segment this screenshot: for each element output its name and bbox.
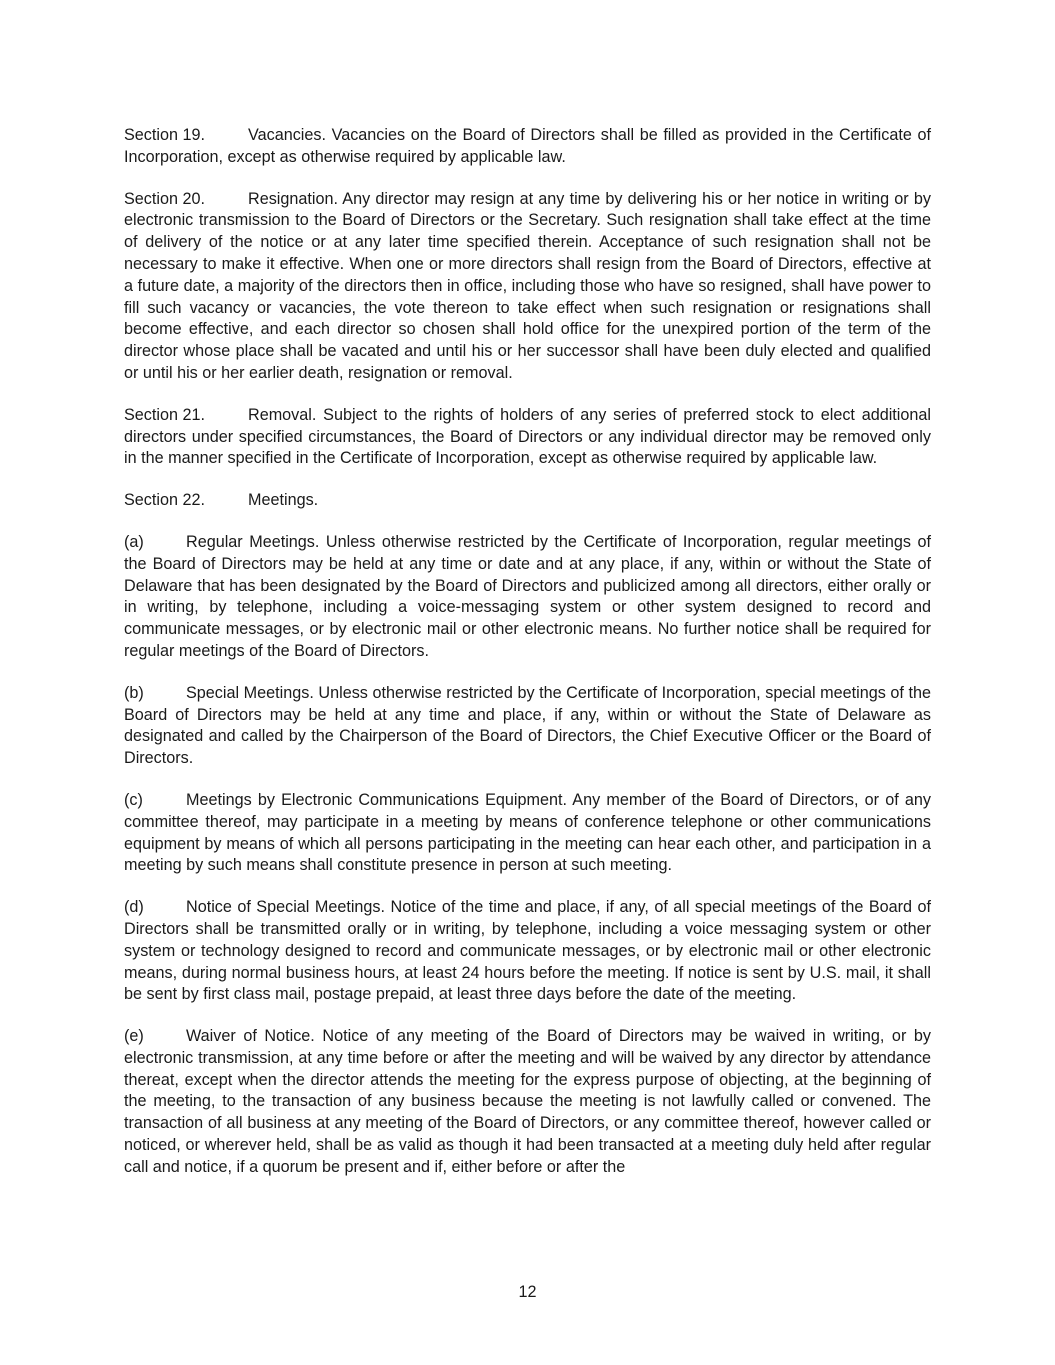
document-body: [124, 125, 931, 1199]
subsection-text: Unless otherwise restricted by the Certificate of Incorporation, special meetings of the Board of Directors may be held at any time and place, if any, within or without the State of Delaware as designated and called by the Chairperson of the Board of Directors, the Chief Executive Officer or the Board of Directors.: [124, 683, 931, 768]
subsection-c: [124, 790, 931, 877]
subsection-text: Any member of the Board of Directors, or of any committee thereof, may participate in a meeting by means of conference telephone or other communications equipment by means of which all persons participating in the meeting can hear each other, and participation in a meeting by such means shall constitute presence in person at such meeting.: [124, 790, 932, 875]
section-title: Vacancies.: [248, 126, 326, 144]
subsection-b: [124, 683, 931, 770]
subsection-label: (d): [124, 898, 144, 917]
subsection-text: Unless otherwise restricted by the Certificate of Incorporation, regular meetings of the Board of Directors may be held at any time or date and at any place, if any, within or without the State of Delaware that has been designated by the Board of Directors and publicized among all directors, either orally or in writing, by telephone, including a voice-messaging system or other system designed to record and communicate messages, or by electronic mail or other electronic means. No further notice shall be required for regular meetings of the Board of Directors.: [124, 532, 931, 660]
section-text: Any director may resign at any time by delivering his or her notice in writing or by electronic transmission to the Board of Directors or the Secretary. Such resignation shall take effect at the time of delivery of the notice or at any later time specified therein. Acceptance of such resignation shall not be necessary to make it effective. When one or more directors shall resign from the Board of Directors, effective at a future date, a majority of the directors then in office, including those who have so resigned, shall have power to fill such vacancy or vacancies, the vote thereon to take effect when such resignation or resignations shall become effective, and each director so chosen shall hold office for the unexpired portion of the term of the director whose place shall be vacated and until his or her successor shall have been duly elected and qualified or until his or her earlier death, resignation or removal.: [124, 189, 931, 382]
section-title: Removal.: [248, 405, 317, 424]
subsection-title: Waiver of Notice.: [186, 1027, 315, 1046]
subsection-label: (c): [124, 790, 143, 809]
section-label: Section 20.: [124, 189, 205, 208]
section-label: Section 21.: [124, 405, 205, 424]
subsection-label: (e): [124, 1027, 144, 1046]
section-text: Subject to the rights of holders of any series of preferred stock to elect additional directors under specified circumstances, the Board of Directors or any individual director may be removed only in the manner specified in the Certificate of Incorporation, except as otherwise required by applicable law.: [124, 405, 931, 468]
page-number: 12: [518, 1283, 537, 1301]
subsection-title: Regular Meetings.: [186, 532, 320, 551]
subsection-e: [124, 1026, 931, 1179]
subsection-d: [124, 897, 931, 1006]
subsection-title: Special Meetings.: [186, 683, 314, 702]
section-20: [124, 189, 931, 385]
subsection-text: Notice of the time and place, if any, of all special meetings of the Board of Directors shall be transmitted orally or in writing, by telephone, including a voice messaging system or other system or technology designed to record and communicate messages, or by electronic mail or other electronic means, during normal business hours, at least 24 hours before the meeting. If notice is sent by U.S. mail, it shall be sent by first class mail, postage prepaid, at least three days before the date of the meeting.: [124, 898, 931, 1004]
section-title: Meetings.: [248, 491, 319, 510]
section-title: Resignation.: [248, 189, 338, 208]
section-22: [124, 490, 931, 512]
subsection-title: Notice of Special Meetings.: [186, 898, 386, 917]
section-19: [124, 125, 931, 169]
subsection-a: [124, 532, 931, 663]
subsection-text: Notice of any meeting of the Board of Directors may be waived in writing, or by electronic transmission, at any time before or after the meeting and will be waived by any director by attendance thereat, except when the director attends the meeting for the express purpose of objecting, at the beginning of the meeting, to the transaction of any business because the meeting is not lawfully called or convened. The transaction of all business at any meeting of the Board of Directors, or any committee thereof, however called or noticed, or wherever held, shall be as valid as though it had been transacted at a meeting duly held after regular call and notice, if a quorum be present and if, either before or after the: [124, 1027, 932, 1176]
section-text: Vacancies on the Board of Directors shall be filled as provided in the Certificate of Incorporation, except as otherwise required by applicable law.: [124, 126, 931, 166]
subsection-label: (b): [124, 683, 144, 702]
section-label: Section 19.: [124, 126, 205, 144]
subsection-label: (a): [124, 532, 144, 551]
subsection-title: Meetings by Electronic Communications Equipment.: [186, 790, 567, 809]
section-21: [124, 405, 931, 470]
section-label: Section 22.: [124, 491, 205, 510]
